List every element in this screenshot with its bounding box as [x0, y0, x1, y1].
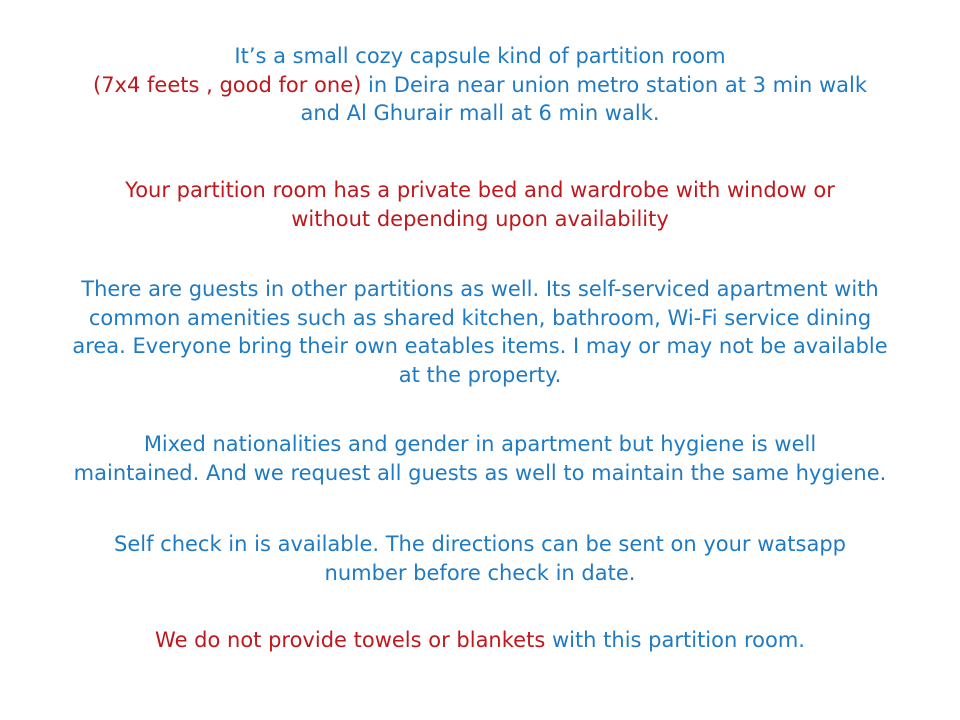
intro-line-2	[20, 71, 940, 100]
room-size-text: (7x4 feets , good for one)	[93, 72, 362, 97]
towels-notice-paragraph	[20, 626, 940, 655]
amenities-line-2: common amenities such as shared kitchen, bathroom, Wi-Fi service dining	[88, 305, 872, 330]
intro-paragraph	[20, 42, 940, 128]
room-features-paragraph	[20, 176, 940, 233]
towels-notice-blue-text: with this partition room.	[545, 628, 805, 652]
intro-line-1: It’s a small cozy capsule kind of partition room	[234, 44, 726, 68]
room-features-line-1: Your partition room has a private bed and wardrobe with window or	[125, 178, 835, 202]
shared-amenities-paragraph	[20, 275, 940, 389]
towels-notice-line	[20, 626, 940, 655]
check-in-paragraph	[20, 530, 940, 587]
amenities-line-3: area. Everyone bring their own eatables items. I may or may not be available	[72, 334, 888, 358]
towels-notice-red-text: We do not provide towels or blankets	[155, 628, 546, 652]
check-in-line-1: Self check in is available. The directions can be sent on your watsapp	[114, 532, 846, 556]
room-features-line-2: without depending upon availability	[291, 206, 669, 231]
hygiene-line-1: Mixed nationalities and gender in apartment but hygiene is well	[143, 432, 817, 456]
hygiene-paragraph	[20, 430, 940, 487]
hygiene-line-2: maintained. And we request all guests as well to maintain the same hygiene.	[73, 460, 887, 485]
amenities-line-1: There are guests in other partitions as well. Its self-serviced apartment with	[81, 277, 879, 301]
intro-line-3: and Al Ghurair mall at 6 min walk.	[300, 101, 660, 125]
amenities-line-4: at the property.	[398, 362, 562, 387]
location-text: in Deira near union metro station at 3 min walk	[361, 72, 867, 97]
check-in-line-2: number before check in date.	[324, 560, 636, 585]
